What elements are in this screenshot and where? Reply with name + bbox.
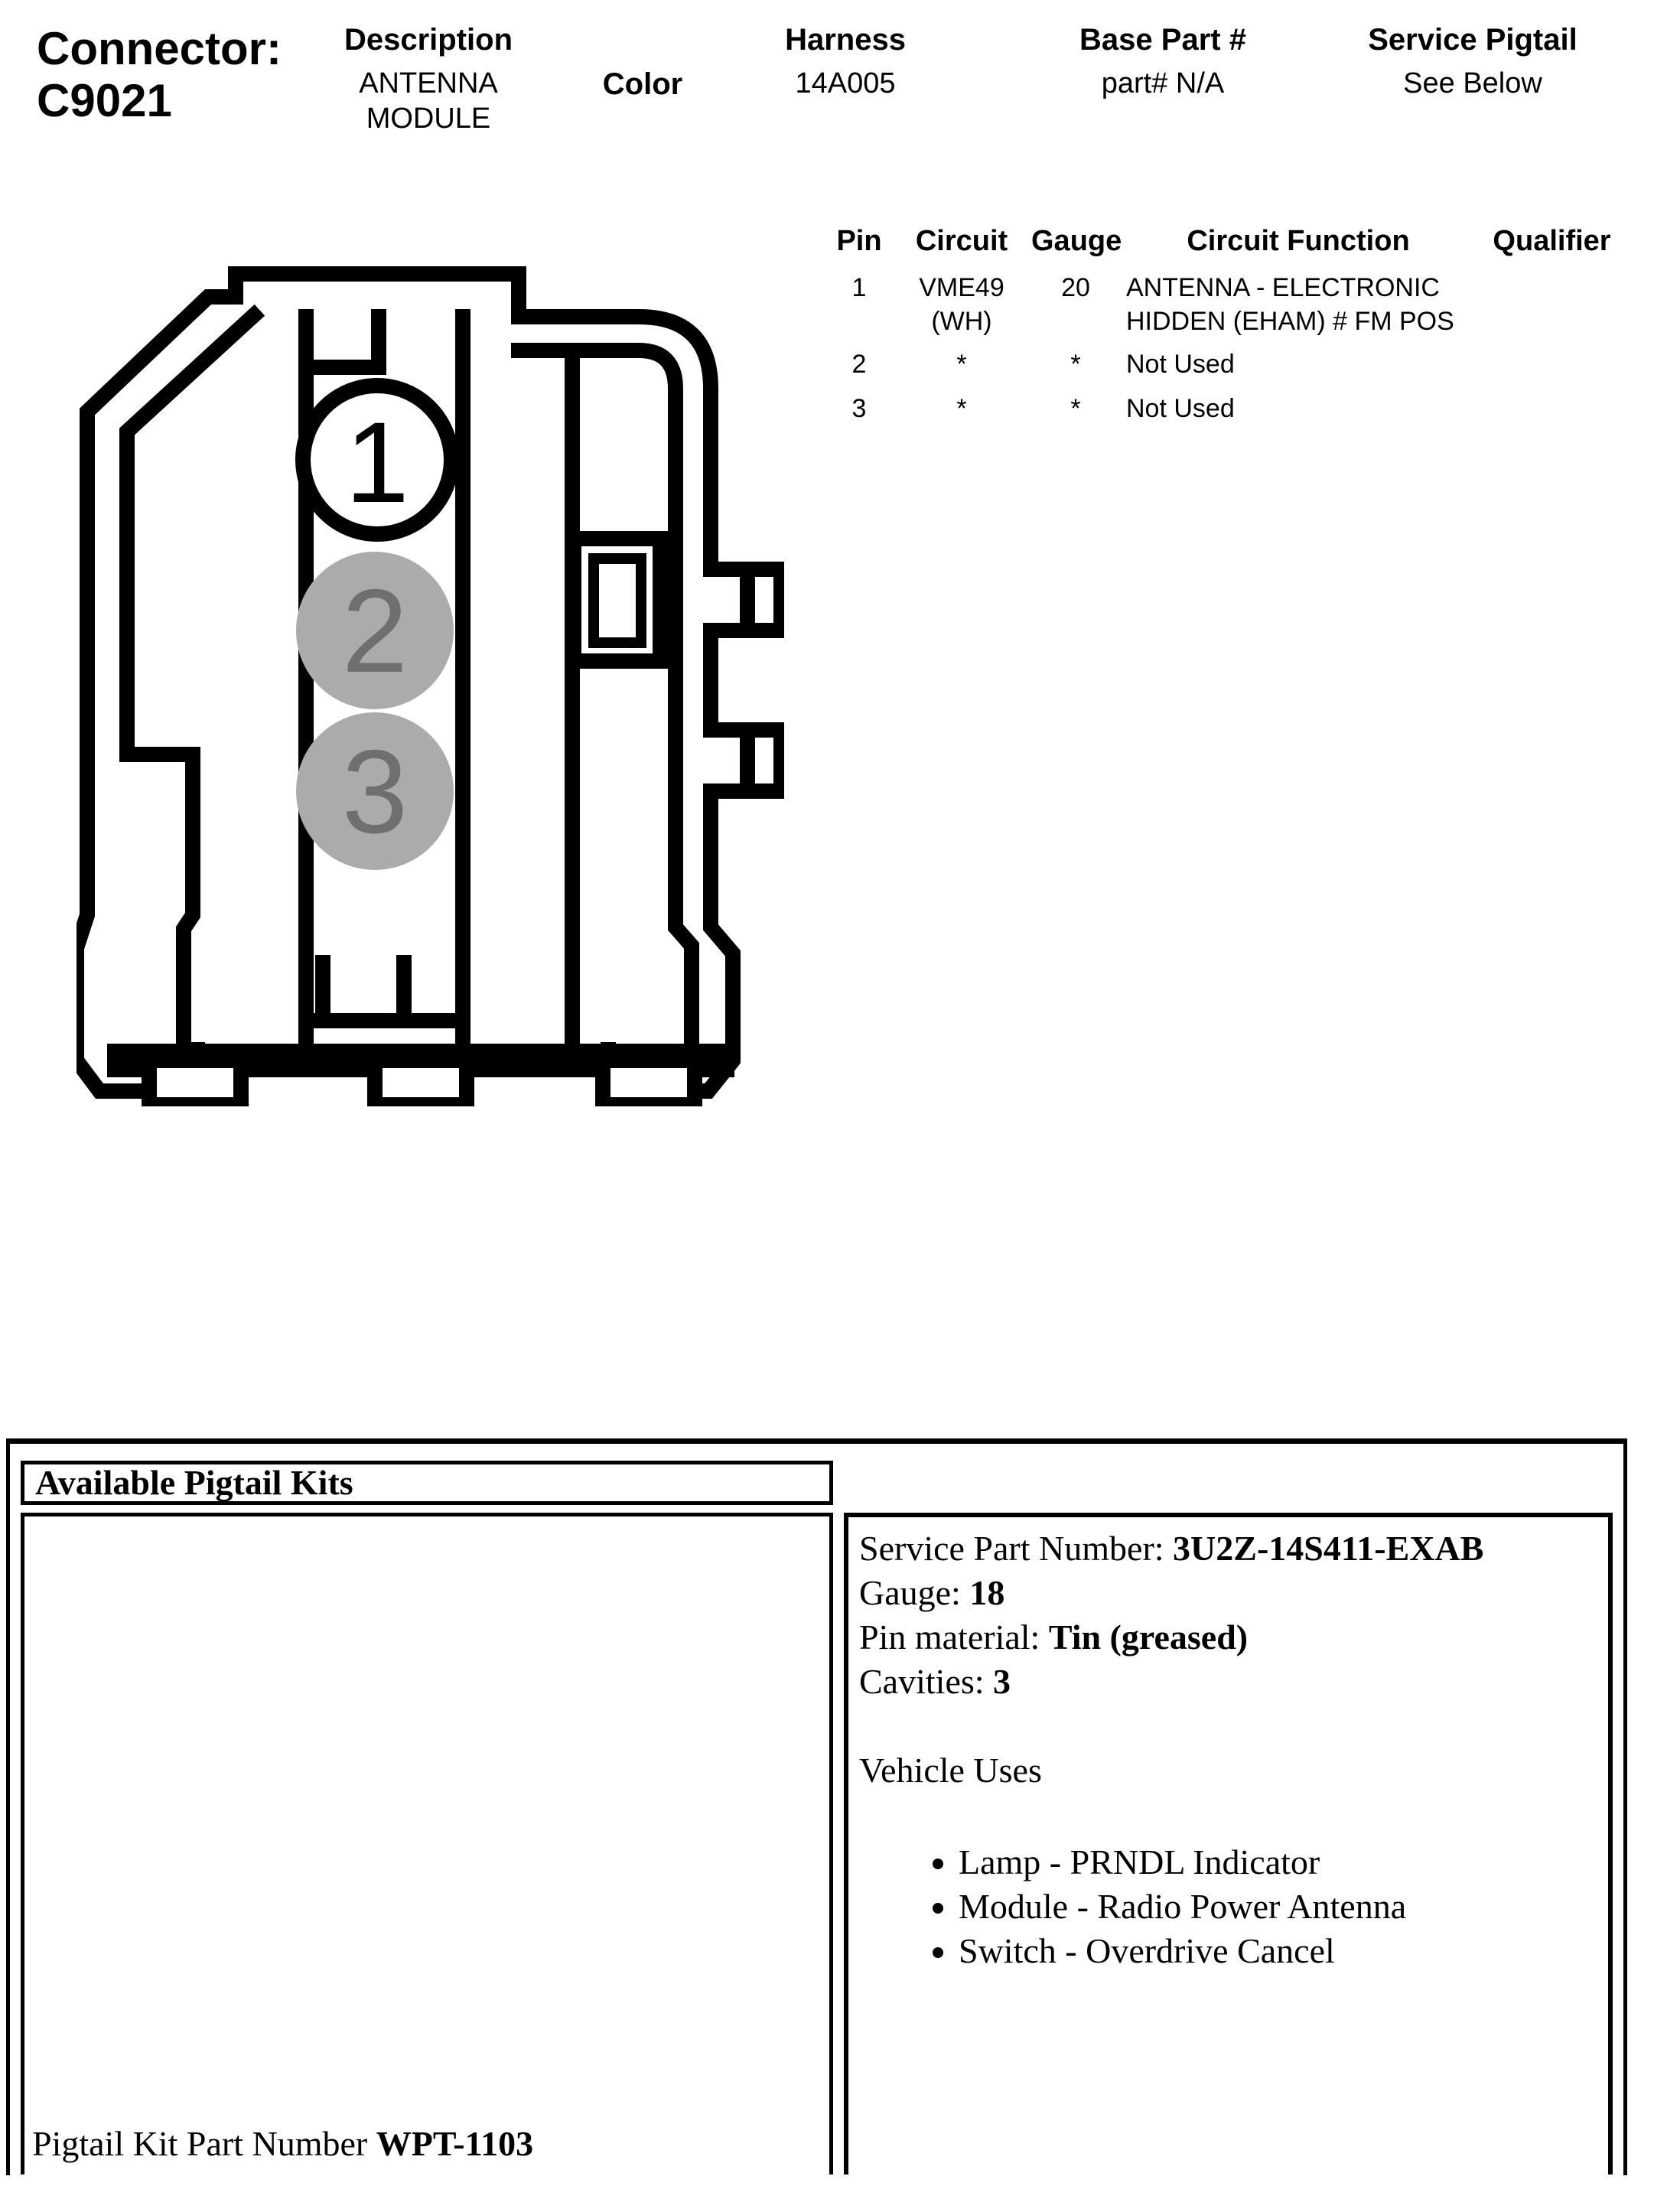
base-part-label: Base Part # — [1079, 23, 1246, 57]
cell-pin: 1 — [851, 273, 867, 302]
cell-circuit: * — [956, 394, 967, 423]
cell-qualifier — [1477, 392, 1627, 425]
connector-label: Connector: — [37, 23, 282, 74]
table-row — [826, 347, 1627, 381]
housing-outline — [77, 297, 236, 1091]
header-col-description — [291, 21, 566, 136]
cavities-line: Cavities: 3 — [859, 1662, 1011, 1701]
cell-function: ANTENNA - ELECTRONIC HIDDEN (EHAM) # FM POS — [1126, 273, 1454, 336]
pigtail-kits-title: Available Pigtail Kits — [35, 1463, 353, 1502]
color-label: Color — [602, 67, 683, 101]
housing-inner-wall — [127, 315, 254, 1050]
pin-table-header-row — [826, 223, 1627, 259]
cavity-bottom-notches — [306, 963, 463, 1021]
latch-inner — [594, 559, 641, 643]
foot — [375, 1060, 467, 1105]
cell-pin: 2 — [851, 350, 867, 379]
pigtail-kits-title-cell — [21, 1461, 833, 1505]
cell-gauge: * — [1070, 350, 1081, 379]
service-pigtail-label: Service Pigtail — [1368, 23, 1577, 57]
pin-material-value: Tin (greased) — [1048, 1617, 1249, 1657]
vehicle-uses-heading: Vehicle Uses — [859, 1751, 1042, 1790]
service-part-cell — [844, 1513, 1613, 2175]
cell-pin: 3 — [851, 394, 867, 423]
list-item: • Lamp - PRNDL Indicator — [959, 1840, 1597, 1885]
kit-part-number-value: WPT-1103 — [376, 2124, 534, 2163]
cell-function: Not Used — [1126, 350, 1235, 379]
foot — [149, 1060, 241, 1105]
gauge-line: Gauge: 18 — [859, 1573, 1005, 1612]
kit-part-number-line — [32, 2122, 533, 2165]
pigtail-kits-table — [6, 1438, 1627, 2175]
cavities-value: 3 — [993, 1662, 1011, 1701]
cell-circuit: VME49 (WH) — [919, 273, 1004, 336]
header-col-color — [581, 66, 704, 110]
header-col-harness — [754, 21, 937, 101]
col-header-gauge: Gauge — [1031, 225, 1122, 257]
cell-gauge: * — [1070, 394, 1081, 423]
cavity-3-label: 3 — [341, 725, 409, 858]
description-label: Description — [343, 23, 513, 57]
gauge-value: 18 — [969, 1573, 1005, 1612]
connector-diagram — [77, 265, 784, 1106]
header-col-base-part — [1063, 21, 1262, 101]
vehicle-uses-list — [859, 1840, 1597, 1973]
service-pigtail-value: See Below — [1403, 67, 1542, 99]
table-row — [826, 392, 1627, 425]
col-header-function: Circuit Function — [1187, 225, 1410, 257]
cell-gauge: 20 — [1061, 273, 1090, 302]
service-part-number-value: 3U2Z-14S411-EXAB — [1173, 1529, 1484, 1568]
header-col-service-pigtail — [1358, 21, 1587, 101]
col-header-circuit: Circuit — [915, 225, 1008, 257]
cell-circuit: * — [956, 350, 967, 379]
connector-title — [37, 23, 282, 127]
col-header-qualifier: Qualifier — [1493, 225, 1611, 257]
base-part-value: part# N/A — [1101, 67, 1225, 99]
pigtail-kit-cell — [21, 1513, 833, 2175]
cavity-2-label: 2 — [341, 565, 409, 697]
table-row — [826, 271, 1627, 338]
harness-value: 14A005 — [795, 67, 896, 99]
service-part-number-line: Service Part Number: 3U2Z-14S411-EXAB — [859, 1529, 1484, 1568]
cavity-1-label: 1 — [345, 398, 409, 526]
foot — [603, 1060, 695, 1105]
pin-table — [826, 223, 1627, 425]
col-header-pin: Pin — [836, 225, 882, 257]
list-item: • Switch - Overdrive Cancel — [959, 1929, 1597, 1973]
cell-qualifier — [1477, 347, 1627, 381]
pin-material-line: Pin material: Tin (greased) — [859, 1617, 1249, 1657]
housing-inner-wall — [519, 350, 692, 1050]
connector-id: C9021 — [37, 75, 172, 126]
kit-part-number-label: Pigtail Kit Part Number — [32, 2124, 376, 2163]
cell-function: Not Used — [1126, 394, 1235, 423]
cell-qualifier — [1477, 271, 1627, 338]
description-value: ANTENNA MODULE — [359, 67, 498, 135]
harness-label: Harness — [785, 23, 906, 57]
list-item: • Module - Radio Power Antenna — [959, 1885, 1597, 1929]
